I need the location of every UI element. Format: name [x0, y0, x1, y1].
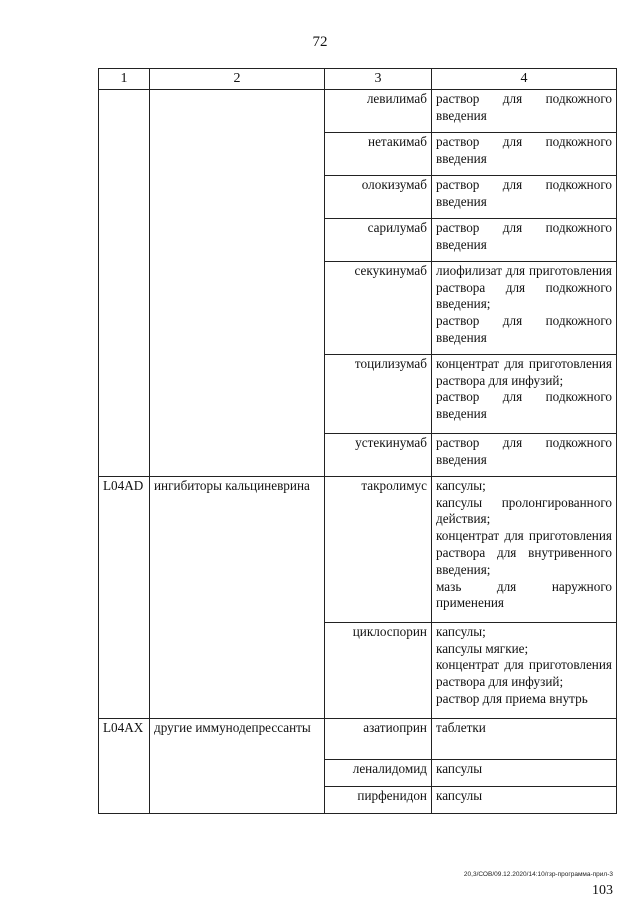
- dosage-form: раствор для подкожного введения: [436, 434, 612, 467]
- dosage-forms-cell: [432, 261, 617, 354]
- drug-name-cell: леналидомид: [325, 759, 432, 786]
- dosage-form: капсулы пролонгированного действия;: [436, 494, 612, 527]
- dosage-form: капсулы мягкие;: [436, 640, 529, 656]
- header-col-4: 4: [432, 69, 617, 90]
- atc-code-cell: L04AD: [99, 476, 150, 718]
- dosage-form: раствор для подкожного введения: [436, 90, 612, 123]
- dosage-form: капсулы: [436, 787, 483, 803]
- dosage-form: капсулы: [436, 760, 483, 776]
- dosage-form: капсулы;: [436, 477, 486, 493]
- page-number-bottom: 103: [592, 883, 613, 898]
- dosage-form: раствор для подкожного введения: [436, 219, 612, 252]
- drug-name-cell: секукинумаб: [325, 261, 432, 354]
- dosage-forms-cell: [432, 622, 617, 718]
- dosage-form: раствор для подкожного введения: [436, 133, 612, 166]
- drug-table: [98, 68, 617, 814]
- dosage-forms-cell: [432, 718, 617, 759]
- dosage-forms-cell: [432, 354, 617, 433]
- group-name-cell: ингибиторы кальциневрина: [150, 476, 325, 718]
- dosage-forms-cell: [432, 132, 617, 175]
- dosage-form: концентрат для приготовления раствора для внутривенного введения;: [436, 528, 612, 577]
- header-col-2: 2: [150, 69, 325, 90]
- dosage-form: концентрат для приготовления раствора для инфузий;: [436, 355, 612, 388]
- dosage-form: таблетки: [436, 719, 486, 735]
- dosage-forms-cell: [432, 433, 617, 476]
- drug-name-cell: циклоспорин: [325, 622, 432, 718]
- dosage-forms-cell: [432, 786, 617, 813]
- dosage-forms-cell: [432, 476, 617, 622]
- page-number-top: 72: [312, 34, 328, 50]
- drug-name-cell: пирфенидон: [325, 786, 432, 813]
- header-col-3: 3: [325, 69, 432, 90]
- dosage-form: раствор для подкожного введения: [436, 313, 612, 345]
- dosage-form: мазь для наружного применения: [436, 578, 612, 611]
- table-row: [99, 718, 617, 759]
- header-row: [99, 69, 617, 90]
- group-name-cell: [150, 89, 325, 476]
- dosage-forms-cell: [432, 218, 617, 261]
- drug-name-cell: левилимаб: [325, 89, 432, 132]
- drug-name-cell: устекинумаб: [325, 433, 432, 476]
- dosage-form: лиофилизат для приготовления раствора для подкожного введения;: [436, 262, 612, 312]
- drug-name-cell: такролимус: [325, 476, 432, 622]
- drug-name-cell: сарилумаб: [325, 218, 432, 261]
- table-row: [99, 89, 617, 132]
- document-footer-code: 20,3/СОВ/09.12.2020/14:10/гзр-программа-прил-3: [463, 871, 613, 878]
- atc-code-cell: L04AX: [99, 718, 150, 813]
- dosage-form: концентрат для приготовления раствора для инфузий;: [436, 657, 612, 690]
- dosage-forms-cell: [432, 759, 617, 786]
- drug-name-cell: нетакимаб: [325, 132, 432, 175]
- dosage-form: раствор для подкожного введения: [436, 389, 612, 422]
- drug-name-cell: олокизумаб: [325, 175, 432, 218]
- header-col-1: 1: [99, 69, 150, 90]
- dosage-form: раствор для подкожного введения: [436, 176, 612, 209]
- dosage-forms-cell: [432, 89, 617, 132]
- dosage-form: капсулы;: [436, 623, 486, 639]
- table-row: [99, 476, 617, 622]
- group-name-cell: другие иммунодепрессанты: [150, 718, 325, 813]
- dosage-form: раствор для приема внутрь: [436, 690, 588, 706]
- atc-code-cell: [99, 89, 150, 476]
- dosage-forms-cell: [432, 175, 617, 218]
- drug-name-cell: тоцилизумаб: [325, 354, 432, 433]
- drug-name-cell: азатиоприн: [325, 718, 432, 759]
